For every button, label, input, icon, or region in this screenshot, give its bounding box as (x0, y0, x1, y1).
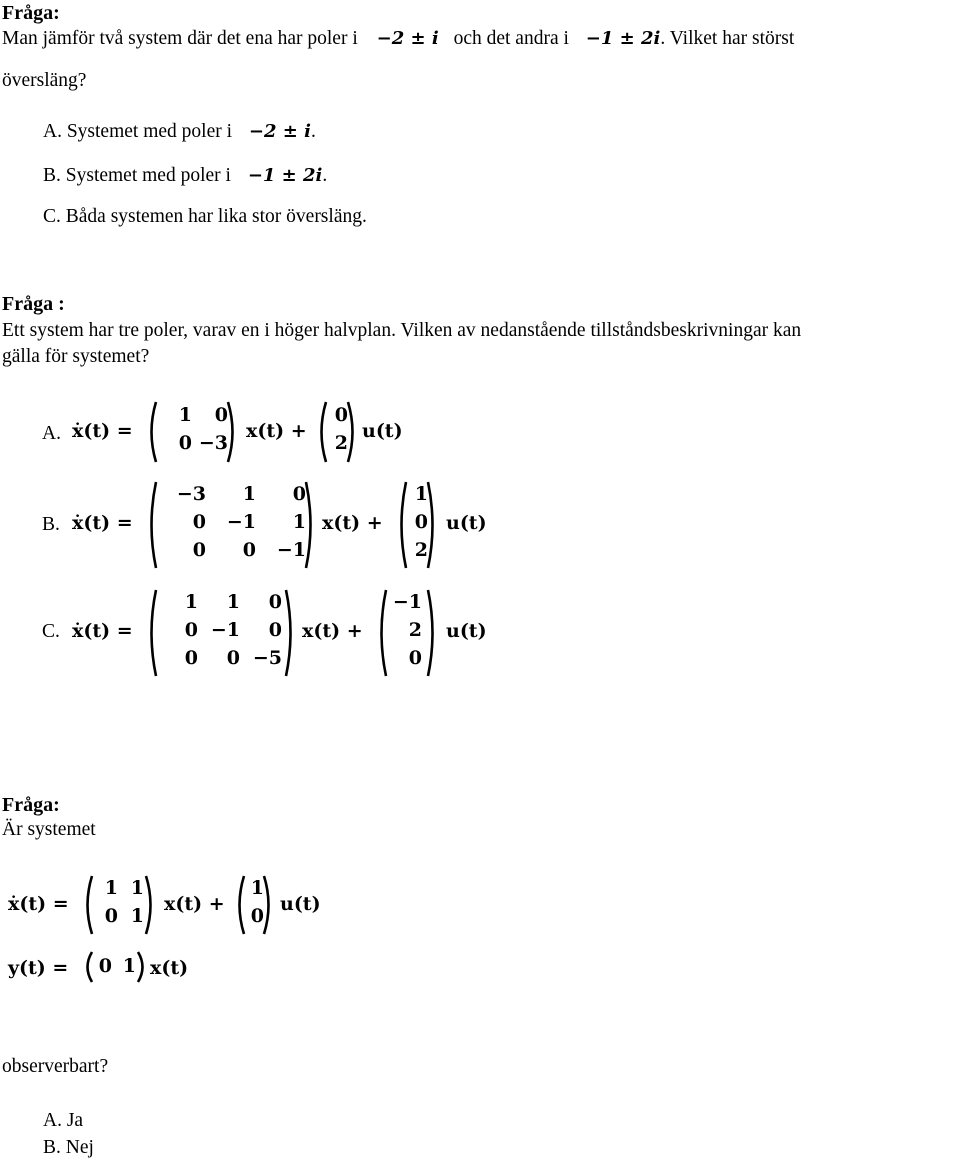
question-1-text-b: och det andra i (453, 28, 569, 49)
question-1-option-c[interactable] (43, 206, 367, 228)
matrix-cell: 0 (268, 591, 282, 613)
question-3-option-a[interactable]: A. Ja (43, 1110, 84, 1131)
matrix-cell: 0 (98, 955, 112, 977)
matrix-cell: 0 (178, 432, 192, 454)
q3-xt-plus: x(t) + (164, 893, 225, 915)
question-1-text-line-1 (2, 28, 794, 50)
right-paren (144, 874, 156, 936)
option-c-text: C. Båda systemen har lika stor översläng. (43, 206, 367, 227)
question-2-header: Fråga : (2, 293, 65, 315)
matrix-cell: 0 (226, 647, 240, 669)
matrix-cell: 0 (184, 619, 198, 641)
pole-expression-1: −2 ± i (376, 28, 439, 49)
q3-ut: u(t) (280, 893, 321, 915)
question-2-text-line-2: gälla för systemet? (2, 346, 150, 367)
matrix-cell: −3 (176, 483, 206, 505)
matrix-cell: 1 (242, 483, 256, 505)
question-1-text-line-2: översläng? (2, 70, 87, 91)
matrix-cell: 1 (226, 591, 240, 613)
matrix-cell: 0 (250, 905, 264, 927)
q3-matrix-b (234, 874, 274, 936)
matrix-cell: −1 (392, 591, 422, 613)
matrix-cell: 1 (104, 877, 118, 899)
option-c-xdot: ẋ(t) = (72, 620, 133, 642)
option-a-xt-plus: x(t) + (246, 420, 307, 442)
question-3-text-line-1: Är systemet (2, 819, 96, 840)
matrix-cell: 1 (122, 955, 136, 977)
matrix-cell: 0 (214, 404, 228, 426)
option-b-text: B. Systemet med poler i (43, 165, 231, 186)
q3-yt: y(t) = (8, 957, 69, 979)
question-3-header: Fråga: (2, 794, 60, 816)
matrix-cell: 0 (292, 483, 306, 505)
option-a-text: A. Systemet med poler i (43, 121, 233, 142)
option-b-ut: u(t) (446, 512, 487, 534)
option-b-matrix-b (396, 480, 438, 570)
right-paren (136, 950, 148, 984)
matrix-cell: 0 (334, 404, 348, 426)
q3-xt: x(t) (150, 957, 189, 979)
matrix-cell: 1 (414, 483, 428, 505)
matrix-cell: 0 (414, 511, 428, 533)
matrix-cell: 2 (414, 539, 428, 561)
matrix-cell: 1 (130, 877, 144, 899)
matrix-cell: 2 (334, 432, 348, 454)
question-3-option-b[interactable]: B. Nej (43, 1137, 94, 1158)
option-a-ut: u(t) (362, 420, 403, 442)
question-1-option-a[interactable] (43, 121, 316, 143)
question-2-option-b-label[interactable]: B. (42, 514, 60, 535)
matrix-cell: 1 (250, 877, 264, 899)
option-a-math: −2 ± i (248, 121, 311, 142)
option-b-xdot: ẋ(t) = (72, 512, 133, 534)
option-b-matrix-a (146, 480, 316, 570)
option-c-ut: u(t) (446, 620, 487, 642)
matrix-cell: 0 (184, 647, 198, 669)
matrix-cell: −5 (252, 647, 282, 669)
question-1-text-a: Man jämför två system där det ena har poler i (2, 28, 358, 49)
question-2-option-a-label[interactable]: A. (42, 423, 61, 444)
right-paren (284, 588, 296, 678)
option-b-xt-plus: x(t) + (322, 512, 383, 534)
option-a-xdot: ẋ(t) = (72, 420, 133, 442)
matrix-cell: 0 (192, 511, 206, 533)
pole-expression-2: −1 ± 2i (585, 28, 661, 49)
question-2-option-c-label[interactable]: C. (42, 621, 60, 642)
option-c-matrix-b (376, 588, 438, 678)
matrix-cell: 0 (268, 619, 282, 641)
q3-matrix-a (82, 874, 156, 936)
matrix-cell: 1 (178, 404, 192, 426)
option-b-math: −1 ± 2i (247, 165, 323, 186)
matrix-cell: 1 (184, 591, 198, 613)
right-paren (426, 588, 438, 678)
question-1-option-b[interactable] (43, 165, 327, 187)
matrix-cell: 0 (242, 539, 256, 561)
option-c-matrix-a (146, 588, 296, 678)
question-1-text-c: . Vilket har störst (660, 28, 795, 49)
question-1-header: Fråga: (2, 2, 60, 24)
matrix-cell: 1 (130, 905, 144, 927)
matrix-cell: 0 (408, 647, 422, 669)
matrix-cell: 1 (292, 511, 306, 533)
option-a-matrix-b (316, 400, 358, 464)
matrix-cell: −1 (276, 539, 306, 561)
option-c-xt-plus: x(t) + (302, 620, 363, 642)
question-2-text-line-1: Ett system har tre poler, varav en i höger halvplan. Vilken av nedanstående tillståndsbeskrivningar kan (2, 320, 802, 341)
option-a-suffix: . (310, 121, 316, 142)
matrix-cell: −3 (198, 432, 228, 454)
option-b-suffix: . (322, 165, 328, 186)
matrix-cell: −1 (210, 619, 240, 641)
matrix-cell: 0 (192, 539, 206, 561)
option-a-matrix-a (146, 400, 238, 464)
matrix-cell: 2 (408, 619, 422, 641)
q3-matrix-c (82, 950, 148, 984)
matrix-cell: −1 (226, 511, 256, 533)
q3-xdot: ẋ(t) = (8, 893, 69, 915)
question-3-text-after: observerbart? (2, 1056, 109, 1077)
matrix-cell: 0 (104, 905, 118, 927)
